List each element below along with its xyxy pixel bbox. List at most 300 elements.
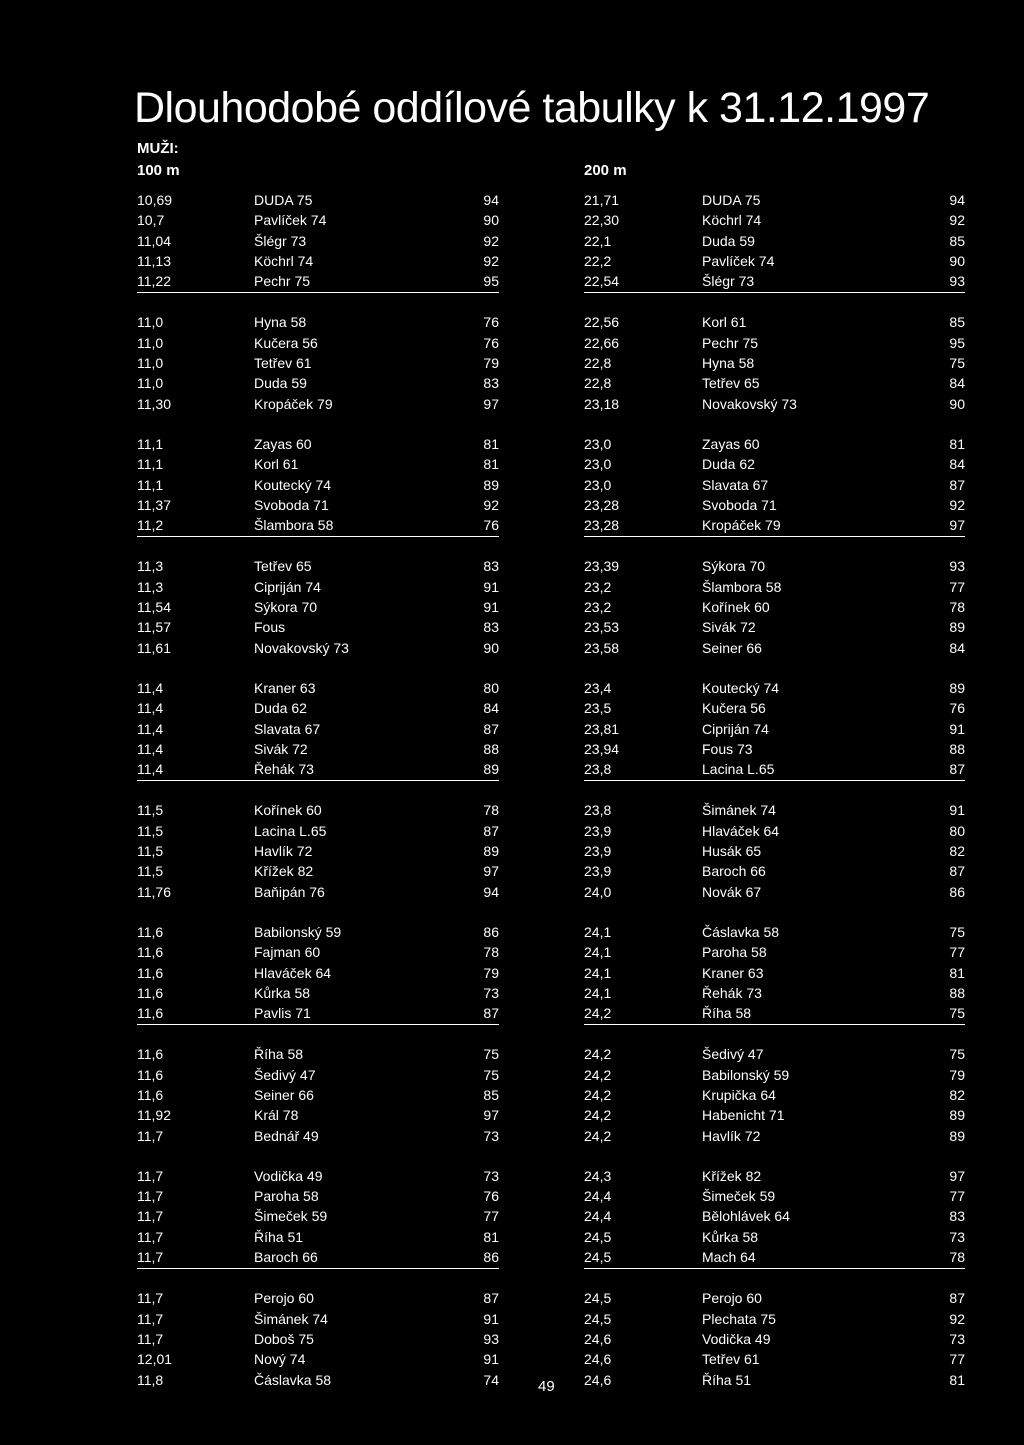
result-year: 97 (483, 395, 499, 412)
athlete-name: Sivák 72 (254, 740, 308, 757)
result-time: 11,6 (137, 964, 164, 981)
result-time: 24,5 (584, 1228, 612, 1245)
table-row (137, 1247, 499, 1267)
result-time: 12,01 (137, 1351, 173, 1368)
results-column-200m (584, 190, 965, 1410)
result-time: 11,4 (137, 700, 164, 717)
table-row (584, 210, 965, 230)
table-row (137, 475, 499, 495)
athlete-name: Křížek 82 (254, 863, 314, 880)
result-year: 97 (949, 517, 965, 534)
athlete-name: Vodička 49 (254, 1167, 323, 1184)
result-year: 75 (949, 1005, 965, 1022)
athlete-name: Havlík 72 (254, 843, 313, 860)
result-year: 81 (483, 435, 499, 452)
athlete-name: Lacina L.65 (702, 761, 775, 778)
result-time: 23,94 (584, 740, 620, 757)
result-year: 79 (949, 1066, 965, 1083)
result-time: 10,7 (137, 212, 165, 229)
table-row (137, 942, 499, 962)
result-year: 93 (483, 1330, 499, 1347)
athlete-name: Seiner 66 (702, 639, 762, 656)
result-time: 23,9 (584, 822, 612, 839)
result-time: 11,3 (137, 558, 164, 575)
athlete-name: Šedivý 47 (254, 1066, 316, 1083)
section-label: MUŽI: (137, 140, 179, 157)
result-year: 83 (949, 1208, 965, 1225)
result-time: 11,6 (137, 1046, 164, 1063)
result-year: 85 (949, 232, 965, 249)
table-row (137, 556, 499, 576)
result-year: 86 (949, 883, 965, 900)
result-time: 11,1 (137, 456, 164, 473)
result-year: 89 (949, 1107, 965, 1124)
result-year: 85 (483, 1086, 499, 1103)
table-row (584, 231, 965, 251)
athlete-name: Hlaváček 64 (254, 964, 332, 981)
result-year: 87 (483, 822, 499, 839)
result-year: 86 (483, 923, 499, 940)
athlete-name: DUDA 75 (702, 192, 761, 208)
result-time: 11,0 (137, 355, 164, 372)
result-year: 92 (949, 1310, 965, 1327)
table-row (137, 577, 499, 597)
result-time: 23,2 (584, 599, 612, 616)
result-year: 93 (949, 558, 965, 575)
athlete-name: Šlégr 73 (254, 232, 307, 249)
result-year: 95 (483, 273, 499, 290)
event-label-200m: 200 m (584, 162, 627, 179)
athlete-name: Slavata 67 (702, 476, 769, 493)
result-time: 11,4 (137, 679, 164, 696)
athlete-name: Habenicht 71 (702, 1107, 785, 1124)
table-row (584, 577, 965, 597)
athlete-name: Bělohlávek 64 (702, 1208, 790, 1225)
athlete-name: Zayas 60 (254, 435, 312, 452)
athlete-name: Svoboda 71 (702, 496, 777, 513)
result-time: 11,7 (137, 1330, 164, 1347)
table-row (584, 1370, 965, 1390)
result-year: 78 (949, 1249, 965, 1266)
athlete-name: Křížek 82 (702, 1167, 762, 1184)
table-row (137, 271, 499, 291)
result-time: 24,4 (584, 1208, 612, 1225)
table-row (584, 1247, 965, 1267)
table-row (137, 1206, 499, 1226)
result-time: 11,5 (137, 863, 164, 880)
result-year: 76 (483, 1188, 499, 1205)
athlete-name: Čáslavka 58 (702, 923, 780, 940)
table-row (584, 454, 965, 474)
result-time: 11,4 (137, 740, 164, 757)
athlete-name: Korl 61 (702, 314, 747, 331)
table-row (137, 1065, 499, 1085)
athlete-name: Kraner 63 (254, 679, 316, 696)
table-row (584, 719, 965, 739)
result-year: 93 (949, 273, 965, 290)
table-row (584, 1085, 965, 1105)
athlete-name: Novák 67 (702, 883, 762, 900)
result-year: 91 (949, 720, 965, 737)
result-time: 11,1 (137, 435, 164, 452)
result-year: 78 (949, 599, 965, 616)
result-time: 23,81 (584, 720, 620, 737)
result-year: 76 (483, 314, 499, 331)
table-row (137, 922, 499, 942)
athlete-name: Duda 59 (254, 375, 307, 392)
athlete-name: Hyna 58 (254, 314, 307, 331)
table-row (137, 597, 499, 617)
result-year: 87 (483, 720, 499, 737)
athlete-name: Duda 59 (702, 232, 755, 249)
result-time: 11,7 (137, 1127, 164, 1144)
result-group (584, 434, 965, 537)
result-year: 81 (949, 435, 965, 452)
result-time: 24,6 (584, 1330, 612, 1347)
result-year: 75 (949, 1046, 965, 1063)
athlete-name: Pavlíček 74 (702, 252, 775, 269)
athlete-name: Šimeček 59 (254, 1208, 328, 1225)
athlete-name: Kraner 63 (702, 964, 764, 981)
result-year: 77 (949, 944, 965, 961)
result-time: 23,39 (584, 558, 620, 575)
result-time: 24,5 (584, 1310, 612, 1327)
athlete-name: Sivák 72 (702, 619, 756, 636)
result-time: 23,58 (584, 639, 620, 656)
result-time: 24,2 (584, 1086, 612, 1103)
result-time: 11,0 (137, 334, 164, 351)
result-time: 11,6 (137, 944, 164, 961)
result-time: 24,2 (584, 1107, 612, 1124)
table-row (137, 434, 499, 454)
table-row (584, 739, 965, 759)
result-time: 11,54 (137, 599, 171, 616)
result-year: 92 (483, 232, 499, 249)
result-group (137, 1044, 499, 1146)
table-row (137, 312, 499, 332)
table-row (584, 861, 965, 881)
athlete-name: Šlambora 58 (254, 517, 334, 534)
result-time: 24,6 (584, 1371, 612, 1388)
result-year: 90 (483, 639, 499, 656)
result-year: 76 (483, 517, 499, 534)
result-year: 90 (949, 252, 965, 269)
table-row (137, 800, 499, 820)
table-row (137, 333, 499, 353)
athlete-name: Tetřev 65 (702, 375, 760, 392)
athlete-name: Paroha 58 (254, 1188, 319, 1205)
table-row (584, 597, 965, 617)
result-time: 24,5 (584, 1249, 612, 1266)
athlete-name: Říha 51 (702, 1371, 752, 1388)
result-year: 88 (483, 740, 499, 757)
athlete-name: Pavlíček 74 (254, 212, 327, 229)
result-year: 87 (949, 476, 965, 493)
result-time: 11,2 (137, 517, 164, 534)
athlete-name: Baňipán 76 (254, 883, 325, 900)
result-time: 22,66 (584, 334, 620, 351)
athlete-name: Seiner 66 (254, 1086, 314, 1103)
athlete-name: Fous 73 (702, 740, 753, 757)
athlete-name: Říha 51 (254, 1228, 304, 1245)
result-time: 23,9 (584, 863, 612, 880)
athlete-name: DUDA 75 (254, 192, 313, 208)
result-group (584, 800, 965, 902)
table-row (137, 698, 499, 718)
table-row (584, 1126, 965, 1146)
table-row (137, 1349, 499, 1369)
table-row (137, 861, 499, 881)
result-year: 91 (483, 1310, 499, 1327)
table-row (137, 638, 499, 658)
result-time: 11,5 (137, 843, 164, 860)
result-year: 85 (949, 314, 965, 331)
result-time: 24,2 (584, 1005, 612, 1022)
result-year: 77 (949, 1351, 965, 1368)
table-row (137, 210, 499, 230)
table-row (137, 1309, 499, 1329)
result-year: 76 (483, 334, 499, 351)
athlete-name: Köchrl 74 (254, 252, 314, 269)
result-time: 22,8 (584, 375, 612, 392)
result-time: 24,6 (584, 1351, 612, 1368)
result-time: 22,1 (584, 232, 612, 249)
result-year: 84 (483, 700, 499, 717)
table-row (137, 841, 499, 861)
table-row (584, 983, 965, 1003)
athlete-name: Pavlis 71 (254, 1005, 311, 1022)
table-row (584, 1349, 965, 1369)
result-time: 24,1 (584, 923, 612, 940)
athlete-name: Čáslavka 58 (254, 1371, 332, 1388)
table-row (137, 1288, 499, 1308)
athlete-name: Mach 64 (702, 1249, 756, 1266)
result-year: 89 (949, 679, 965, 696)
result-year: 97 (483, 1107, 499, 1124)
result-year: 97 (949, 1167, 965, 1184)
table-row (137, 495, 499, 515)
result-time: 23,8 (584, 802, 612, 819)
athlete-name: Cipriján 74 (254, 578, 321, 595)
result-year: 79 (483, 355, 499, 372)
result-time: 11,7 (137, 1228, 164, 1245)
athlete-name: Fajman 60 (254, 944, 321, 961)
result-time: 11,92 (137, 1107, 171, 1124)
table-row (137, 231, 499, 251)
athlete-name: Kučera 56 (702, 700, 766, 717)
result-year: 80 (949, 822, 965, 839)
table-row (584, 698, 965, 718)
athlete-name: Hlaváček 64 (702, 822, 780, 839)
result-time: 11,5 (137, 802, 164, 819)
athlete-name: Novakovský 73 (254, 639, 349, 656)
result-group (584, 1288, 965, 1390)
athlete-name: Krupička 64 (702, 1086, 776, 1103)
athlete-name: Kůrka 58 (702, 1228, 759, 1245)
table-row (137, 190, 499, 210)
athlete-name: Bednář 49 (254, 1127, 319, 1144)
result-time: 11,76 (137, 883, 171, 900)
table-row (584, 353, 965, 373)
event-label-100m: 100 m (137, 162, 180, 179)
result-year: 89 (483, 476, 499, 493)
athlete-name: Hyna 58 (702, 355, 755, 372)
table-row (584, 800, 965, 820)
result-year: 78 (483, 802, 499, 819)
result-time: 11,13 (137, 252, 171, 269)
result-year: 75 (949, 355, 965, 372)
result-time: 11,22 (137, 273, 171, 290)
athlete-name: Duda 62 (702, 456, 755, 473)
athlete-name: Kropáček 79 (702, 517, 781, 534)
result-time: 11,7 (137, 1310, 164, 1327)
table-row (584, 922, 965, 942)
result-time: 22,56 (584, 314, 620, 331)
result-time: 23,28 (584, 517, 620, 534)
table-row (584, 1329, 965, 1349)
result-group (584, 922, 965, 1025)
athlete-name: Tetřev 65 (254, 558, 312, 575)
result-year: 82 (949, 1086, 965, 1103)
table-row (137, 719, 499, 739)
result-group (584, 1166, 965, 1269)
athlete-name: Duda 62 (254, 700, 307, 717)
table-row (137, 1329, 499, 1349)
result-year: 94 (483, 883, 499, 900)
result-year: 75 (949, 923, 965, 940)
result-year: 81 (949, 964, 965, 981)
table-row (137, 617, 499, 637)
result-year: 78 (483, 944, 499, 961)
result-year: 77 (483, 1208, 499, 1225)
table-row (584, 942, 965, 962)
result-year: 83 (483, 558, 499, 575)
result-year: 82 (949, 843, 965, 860)
result-year: 87 (483, 1290, 499, 1307)
table-row (137, 1166, 499, 1186)
result-year: 87 (949, 761, 965, 778)
athlete-name: Zayas 60 (702, 435, 760, 452)
result-year: 86 (483, 1249, 499, 1266)
athlete-name: Pechr 75 (702, 334, 759, 351)
athlete-name: Novakovský 73 (702, 395, 797, 412)
result-time: 23,53 (584, 619, 620, 636)
result-year: 73 (949, 1228, 965, 1245)
athlete-name: Šlambora 58 (702, 578, 782, 595)
result-year: 81 (483, 456, 499, 473)
result-time: 23,0 (584, 476, 612, 493)
table-row (584, 638, 965, 658)
athlete-name: Pechr 75 (254, 273, 311, 290)
table-row (584, 434, 965, 454)
table-row (137, 1370, 499, 1390)
athlete-name: Řehák 73 (254, 761, 314, 778)
result-year: 97 (483, 863, 499, 880)
athlete-name: Perojo 60 (254, 1290, 314, 1307)
athlete-name: Lacina L.65 (254, 822, 327, 839)
result-time: 24,2 (584, 1066, 612, 1083)
table-row (584, 759, 965, 779)
result-group (584, 190, 965, 293)
table-row (584, 1003, 965, 1023)
athlete-name: Husák 65 (702, 843, 762, 860)
page-number: 49 (538, 1378, 555, 1395)
result-year: 83 (483, 375, 499, 392)
result-time: 22,2 (584, 252, 612, 269)
table-row (584, 1065, 965, 1085)
result-time: 24,1 (584, 984, 612, 1001)
table-row (584, 373, 965, 393)
table-row (137, 963, 499, 983)
result-group (137, 1166, 499, 1269)
athlete-name: Baroch 66 (254, 1249, 318, 1266)
result-group (137, 800, 499, 902)
result-time: 23,2 (584, 578, 612, 595)
result-time: 11,6 (137, 1086, 164, 1103)
result-time: 11,4 (137, 761, 164, 778)
result-year: 76 (949, 700, 965, 717)
result-time: 24,5 (584, 1290, 612, 1307)
result-year: 80 (483, 679, 499, 696)
result-time: 24,4 (584, 1188, 612, 1205)
result-time: 11,8 (137, 1371, 164, 1388)
result-group (584, 1044, 965, 1146)
result-time: 11,04 (137, 232, 171, 249)
table-row (584, 1309, 965, 1329)
result-year: 92 (949, 496, 965, 513)
table-row (584, 1105, 965, 1125)
result-time: 11,7 (137, 1188, 164, 1205)
table-row (137, 353, 499, 373)
result-group (584, 312, 965, 414)
result-year: 84 (949, 639, 965, 656)
athlete-name: Šimánek 74 (254, 1310, 328, 1327)
result-year: 88 (949, 740, 965, 757)
table-row (584, 1186, 965, 1206)
athlete-name: Korl 61 (254, 456, 299, 473)
result-year: 74 (483, 1371, 499, 1388)
result-time: 23,9 (584, 843, 612, 860)
athlete-name: Říha 58 (254, 1046, 304, 1063)
result-year: 94 (949, 192, 965, 208)
result-time: 11,3 (137, 578, 164, 595)
result-group (137, 190, 499, 293)
result-group (137, 1288, 499, 1390)
result-time: 22,30 (584, 212, 620, 229)
athlete-name: Šedivý 47 (702, 1046, 764, 1063)
result-time: 24,1 (584, 964, 612, 981)
athlete-name: Šimeček 59 (702, 1188, 776, 1205)
result-time: 11,57 (137, 619, 171, 636)
result-time: 11,5 (137, 822, 164, 839)
table-row (137, 1105, 499, 1125)
result-time: 24,0 (584, 883, 612, 900)
table-row (584, 556, 965, 576)
results-column-100m (137, 190, 499, 1410)
result-year: 87 (949, 863, 965, 880)
athlete-name: Kůrka 58 (254, 984, 311, 1001)
result-time: 11,6 (137, 923, 164, 940)
result-time: 21,71 (584, 192, 620, 208)
result-year: 87 (949, 1290, 965, 1307)
result-year: 83 (483, 619, 499, 636)
athlete-name: Perojo 60 (702, 1290, 762, 1307)
result-time: 11,1 (137, 476, 164, 493)
athlete-name: Babilonský 59 (702, 1066, 790, 1083)
result-year: 84 (949, 375, 965, 392)
athlete-name: Sýkora 70 (254, 599, 318, 616)
table-row (137, 882, 499, 902)
